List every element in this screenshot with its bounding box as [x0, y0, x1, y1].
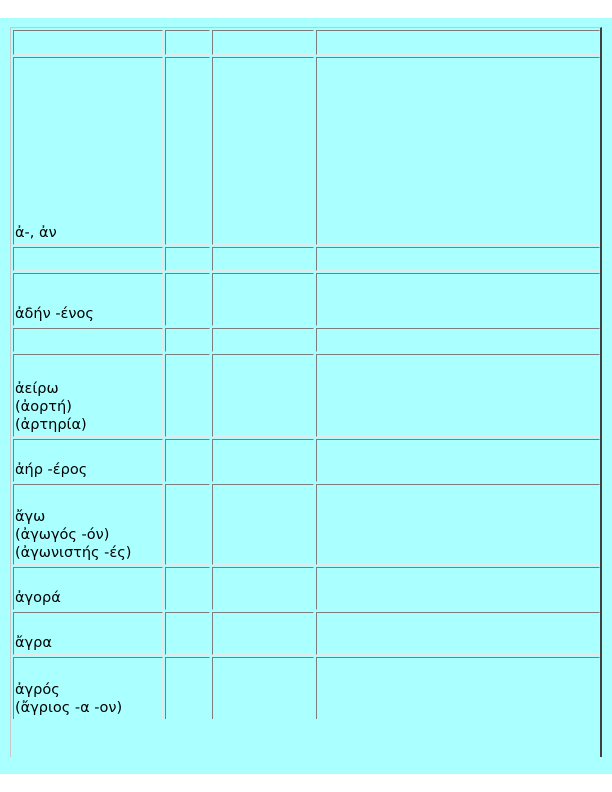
empty-cell	[316, 354, 600, 437]
headword-cell	[13, 484, 163, 565]
headword-line: ἄγω	[15, 509, 46, 525]
empty-cell	[316, 439, 600, 482]
empty-cell	[212, 328, 314, 352]
empty-cell	[165, 57, 210, 245]
empty-cell	[212, 273, 314, 326]
derivative-line: (ἀρτηρία)	[15, 417, 87, 433]
empty-cell	[316, 57, 600, 245]
headword-line: ἀείρω	[15, 381, 59, 397]
lexicon-table	[11, 28, 602, 721]
empty-cell	[165, 612, 210, 655]
empty-cell	[212, 439, 314, 482]
headword-cell	[13, 612, 163, 655]
header-cell-1	[13, 30, 163, 55]
header-cell-3	[212, 30, 314, 55]
headword-line: ἀδήν -ένος	[15, 306, 94, 322]
empty-cell	[165, 247, 210, 271]
headword-line: ἀήρ -έρος	[15, 462, 88, 478]
empty-cell	[212, 247, 314, 271]
headword-cell	[13, 57, 163, 245]
table-row	[13, 328, 600, 352]
empty-cell	[316, 567, 600, 610]
headword-cell	[13, 247, 163, 271]
headword-line: ἀ-, ἀν	[15, 225, 57, 241]
empty-cell	[316, 657, 600, 719]
headword-cell	[13, 273, 163, 326]
table-row	[13, 247, 600, 271]
empty-cell	[165, 439, 210, 482]
empty-cell	[316, 328, 600, 352]
headword-cell	[13, 328, 163, 352]
table-row	[13, 484, 600, 565]
header-cell-4	[316, 30, 600, 55]
header-cell-2	[165, 30, 210, 55]
empty-cell	[316, 247, 600, 271]
table-row	[13, 567, 600, 610]
headword-line: ἄγρα	[15, 635, 52, 651]
empty-cell	[165, 657, 210, 719]
empty-cell	[165, 354, 210, 437]
empty-cell	[212, 57, 314, 245]
table-row	[13, 354, 600, 437]
empty-cell	[165, 273, 210, 326]
headword-cell	[13, 354, 163, 437]
table-row	[13, 57, 600, 245]
empty-cell	[212, 484, 314, 565]
headword-cell	[13, 567, 163, 610]
empty-cell	[316, 273, 600, 326]
table-row	[13, 273, 600, 326]
empty-cell	[165, 484, 210, 565]
headword-line: ἀγρός	[15, 682, 60, 698]
derivative-line: (ἀγωγός -όν)	[15, 527, 110, 543]
empty-cell	[212, 567, 314, 610]
headword-cell	[13, 439, 163, 482]
empty-cell	[316, 612, 600, 655]
empty-cell	[316, 484, 600, 565]
table-row	[13, 612, 600, 655]
table-row	[13, 30, 600, 55]
empty-cell	[165, 567, 210, 610]
empty-cell	[212, 657, 314, 719]
empty-cell	[212, 612, 314, 655]
derivative-line: (ἄγριος -α -ον)	[15, 700, 123, 716]
headword-line: ἀγορά	[15, 590, 61, 606]
derivative-line: (ἀορτή)	[15, 399, 72, 415]
empty-cell	[212, 354, 314, 437]
headword-cell	[13, 657, 163, 719]
table-row	[13, 439, 600, 482]
table-row	[13, 657, 600, 719]
derivative-line: (ἀγωνιστής -ές)	[15, 545, 132, 561]
empty-cell	[165, 328, 210, 352]
